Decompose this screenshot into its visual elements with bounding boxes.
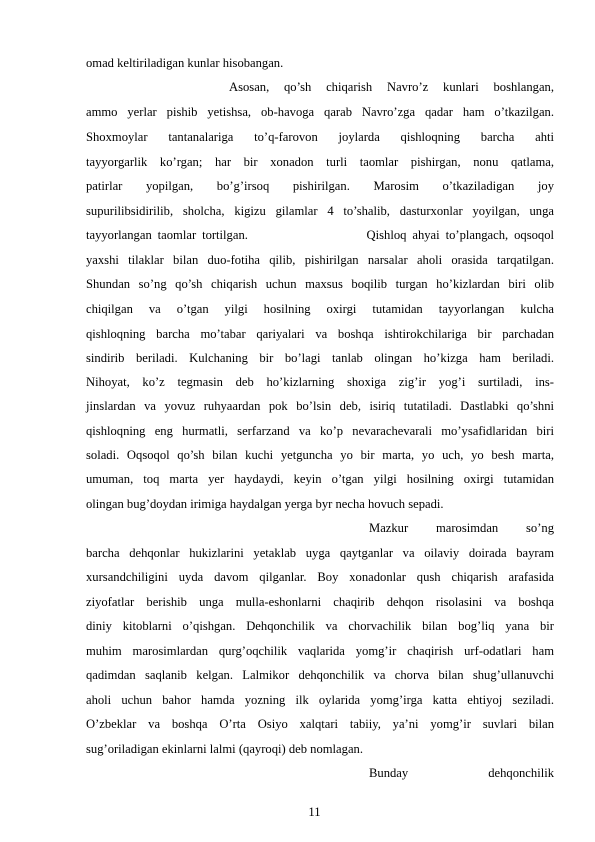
text-line: xursandchiligini uyda davom qilganlar. Boy xonadonlar qush chiqarish arafasida	[86, 570, 554, 584]
text-line: diniy kitoblarni o’qishgan. Dehqonchilik va chorvachilik bilan bog’liq yana bir	[86, 619, 554, 633]
text-line: Nihoyat, ko’z tegmasin deb ho’kizlarning shoxiga zig’ir yog’i surtiladi, ins-	[86, 375, 554, 389]
text-line: Bunday dehqonchilik	[369, 766, 554, 780]
text-line: ammo yerlar pishib yetishsa, ob-havoga qarab Navro’zga qadar ham o’tkazilgan.	[86, 105, 554, 119]
text-line: sug’oriladigan ekinlarni lalmi (qayroqi) deb nomlagan.	[86, 742, 363, 756]
text-line: Shundan so’ng qo’sh chiqarish uchun maxsus boqilib turgan ho’kizlardan biri olib	[86, 277, 554, 291]
text-line: barcha dehqonlar hukizlarini yetaklab uyga qaytganlar va oilaviy doirada bayram	[86, 546, 554, 560]
text-line: tayyorgarlik ko’rgan; har bir xonadon turli taomlar pishirgan, nonu qatlama,	[86, 155, 554, 169]
text-line: sindirib beriladi. Kulchaning bir bo’lagi tanlab olingan ho’kizga ham beriladi.	[86, 351, 554, 365]
text-line: muhim marosimlardan qurg’oqchilik vaqlarida yomg’ir chaqirish urf-odatlari ham	[86, 644, 554, 658]
text-line: jinslardan va yovuz ruhyaardan pok bo’lsin deb, isiriq tutatiladi. Dastlabki qo’shni	[86, 399, 554, 413]
text-line: omad keltiriladigan kunlar hisobangan.	[86, 56, 284, 70]
text-line: chiqilgan va o’tgan yilgi hosilning oxirgi tutamidan tayyorlangan kulcha	[86, 302, 554, 316]
text-line: Shoxmoylar tantanalariga to’q-farovon joylarda qishloqning barcha ahti	[86, 130, 554, 144]
text-line: qishloqning barcha mo’tabar qariyalari va boshqa ishtirokchilariga bir parchadan	[86, 327, 554, 341]
page-number: 11	[308, 805, 321, 819]
text-line: Asosan, qo’sh chiqarish Navro’z kunlari boshlangan,	[229, 80, 554, 94]
text-line: yaxshi tilaklar bilan duo-fotiha qilib, pishirilgan narsalar aholi orasida tarqatilgan.	[86, 253, 554, 267]
text-line: soladi. Oqsoqol qo’sh bilan kuchi yetguncha yo bir marta, yo uch, yo besh marta,	[86, 448, 554, 462]
text-line: olingan bug’doydan irimiga haydalgan yerga byr necha hovuch sepadi.	[86, 497, 444, 511]
text-line: umuman, toq marta yer haydaydi, keyin o’tgan yilgi hosilning oxirgi tutamidan	[86, 472, 554, 486]
text-line: qadimdan saqlanib kelgan. Lalmikor dehqonchilik va chorva bilan shug’ullanuvchi	[86, 668, 554, 682]
text-line: tayyorlangan taomlar tortilgan. Qishloq ahyai to’plangach, oqsoqol	[86, 228, 554, 242]
text-line: supurilibsidirilib, sholcha, kigizu gilamlar 4 to’shalib, dasturxonlar yoyilgan, unga	[86, 204, 554, 218]
text-line: ziyofatlar berishib unga mulla-eshonlarni chaqirib dehqon risolasini va boshqa	[86, 595, 554, 609]
text-line: aholi uchun bahor hamda yozning ilk oylarida yomg’irga katta ehtiyoj seziladi.	[86, 693, 554, 707]
text-line: patirlar yopilgan, bo’g’irsoq pishirilgan. Marosim o’tkaziladigan joy	[86, 179, 554, 193]
text-line: O’zbeklar va boshqa O’rta Osiyo xalqtari tabiiy, ya’ni yomg’ir suvlari bilan	[86, 717, 554, 731]
text-line: Mazkur marosimdan so’ng	[369, 521, 554, 535]
text-line: qishloqning eng hurmatli, serfarzand va ko’p nevarachevarali mo’ysafidlaridan biri	[86, 424, 554, 438]
